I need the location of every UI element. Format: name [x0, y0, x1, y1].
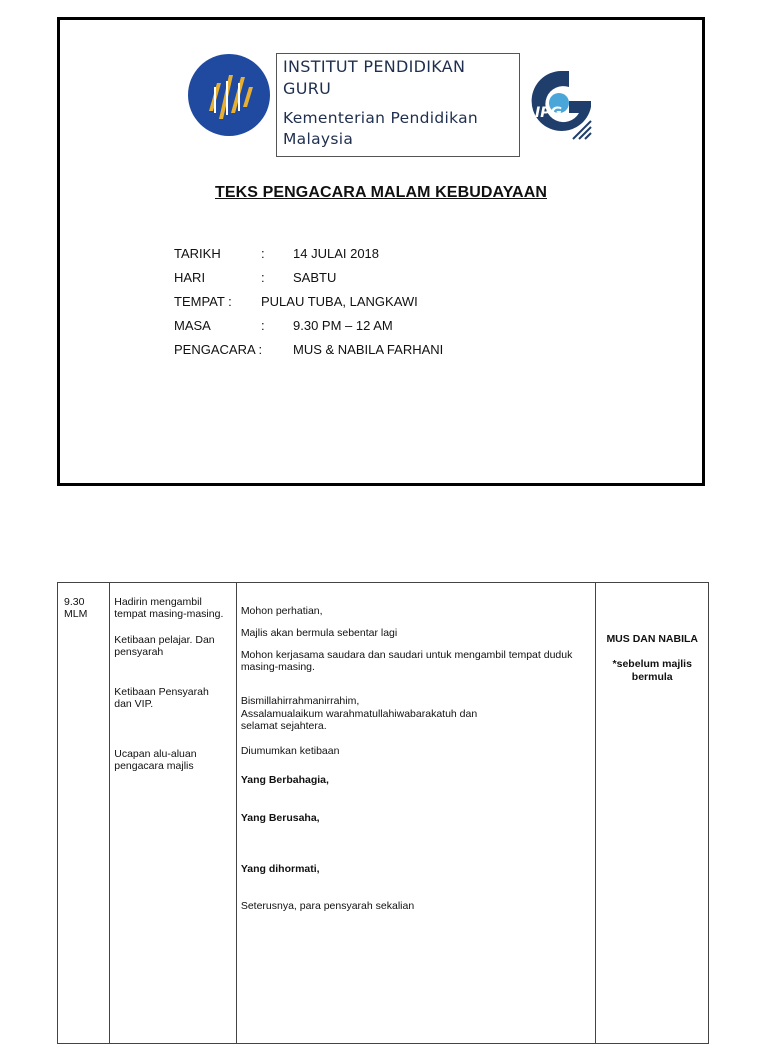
script-line: Mohon perhatian,: [240, 605, 323, 617]
event-line: Ucapan alu-aluan: [114, 748, 197, 760]
script-line: Diumumkan ketibaan: [240, 745, 340, 757]
info-row-venue: [174, 290, 504, 314]
event-line: Hadirin mengambil: [114, 596, 202, 608]
cover-page-frame: [57, 17, 705, 486]
info-value: PULAU TUBA, LANGKAWI: [261, 294, 418, 309]
info-row-date: [174, 242, 504, 266]
event-info: [174, 242, 504, 362]
emcee-name: MUS DAN NABILA: [606, 633, 699, 645]
time-line: MLM: [64, 608, 88, 620]
info-value: SABTU: [293, 270, 337, 285]
info-label: TARIKH: [174, 246, 221, 261]
script-line: Yang Berusaha,: [240, 812, 320, 824]
event-line: dan VIP.: [114, 698, 154, 710]
event-line: pensyarah: [114, 646, 164, 658]
info-separator: :: [261, 246, 265, 261]
info-value: 9.30 PM – 12 AM: [293, 318, 393, 333]
script-line: Yang Berbahagia,: [240, 774, 329, 786]
info-label: PENGACARA :: [174, 342, 263, 357]
events-cell: [110, 583, 237, 1044]
ministry-logo-icon: [187, 53, 271, 137]
event-line: tempat masing-masing.: [114, 608, 224, 620]
emcee-note: bermula: [631, 671, 673, 683]
programme-table: [57, 582, 709, 1044]
script-line: Seterusnya, para pensyarah sekalian: [240, 900, 415, 912]
script-line: masing-masing.: [240, 661, 315, 673]
info-row-day: [174, 266, 504, 290]
info-value: MUS & NABILA FARHANI: [293, 342, 444, 357]
script-line: Mohon kerjasama saudara dan saudari untuk mengambil tempat duduk: [240, 649, 573, 661]
script-line: Bismillahirrahmanirrahim,: [240, 695, 360, 707]
event-line: Ketibaan pelajar. Dan: [114, 634, 215, 646]
script-cell: [236, 583, 596, 1044]
info-label: HARI: [174, 270, 206, 285]
info-label: TEMPAT :: [174, 294, 232, 309]
info-value: 14 JULAI 2018: [293, 246, 380, 261]
institute-header-box: [276, 53, 520, 157]
ipg-logo-text: IPG: [535, 105, 562, 121]
emcee-cell: [596, 583, 709, 1044]
script-line: selamat sejahtera.: [240, 720, 327, 732]
document-title: TEKS PENGACARA MALAM KEBUDAYAAN: [214, 184, 547, 201]
emcee-note: *sebelum majlis: [612, 658, 692, 670]
time-line: 9.30: [64, 596, 85, 608]
ipg-logo-icon: [529, 67, 593, 145]
info-row-emcee: [174, 338, 504, 362]
event-line: pengacara majlis: [114, 760, 194, 772]
table-row: [58, 583, 709, 1044]
info-label: MASA: [174, 318, 211, 333]
institute-name: INSTITUT PENDIDIKAN GURU: [283, 57, 466, 98]
time-cell: [58, 583, 110, 1044]
info-row-time: [174, 314, 504, 338]
script-line: Assalamualaikum warahmatullahiwabarakatuh dan: [240, 708, 478, 720]
info-separator: :: [261, 270, 265, 285]
script-line: Majlis akan bermula sebentar lagi: [240, 627, 398, 639]
event-line: Ketibaan Pensyarah: [114, 686, 209, 698]
info-separator: :: [261, 318, 265, 333]
script-line: Yang dihormati,: [240, 863, 320, 875]
ministry-name: Kementerian Pendidikan Malaysia: [283, 109, 478, 148]
